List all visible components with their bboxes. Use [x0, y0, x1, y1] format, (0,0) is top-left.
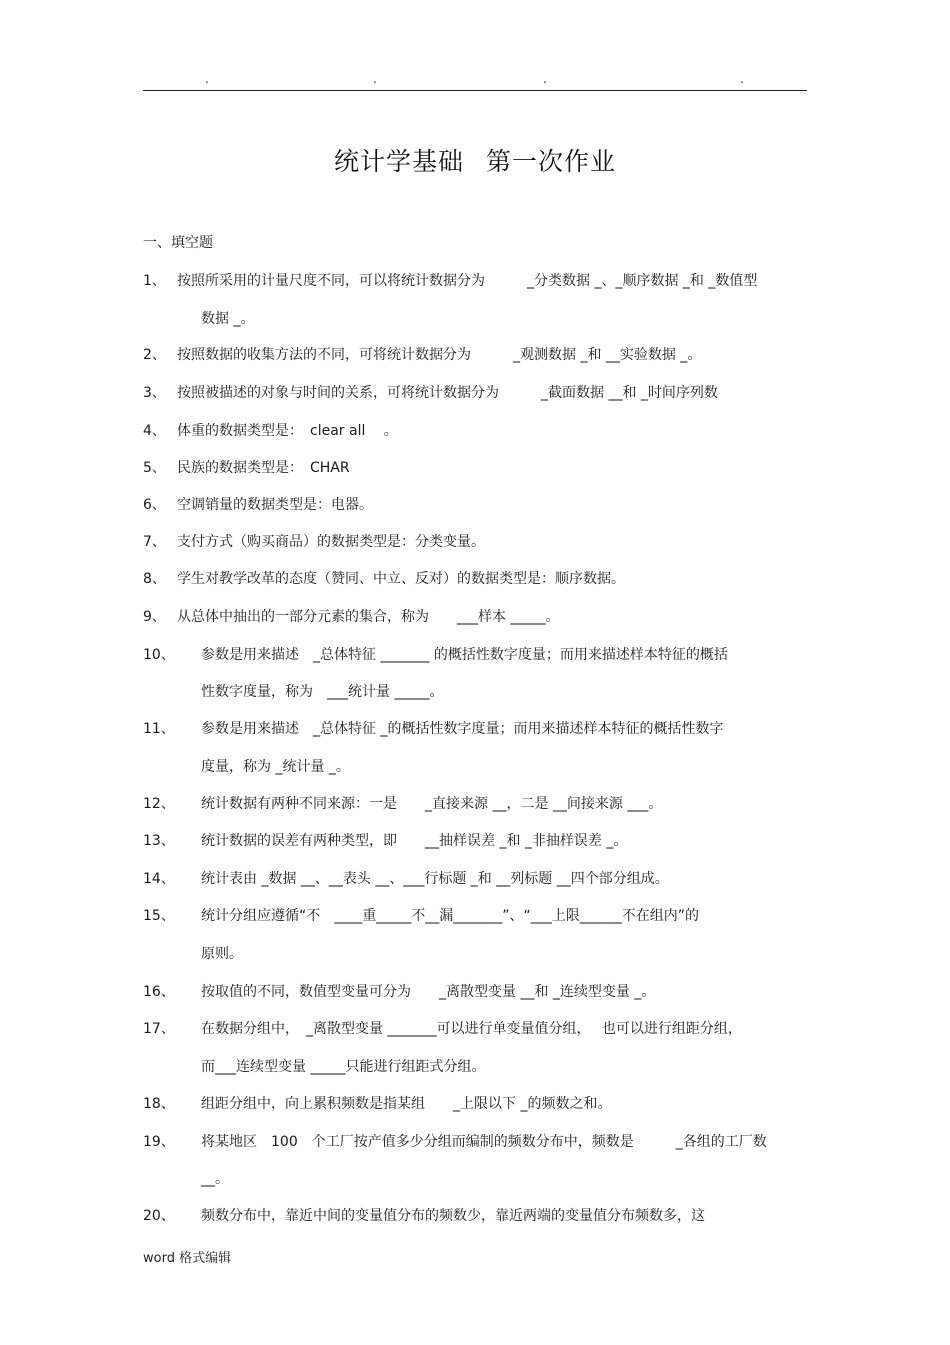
- question-number: 16、: [143, 984, 175, 1000]
- question-text: 民族的数据类型是： CHAR: [177, 460, 350, 476]
- question-number: 2、: [143, 347, 166, 363]
- question-text: 按取值的不同，数值型变量可分为 _离散型变量 __和 _连续型变量 _。: [201, 984, 656, 1000]
- question-number: 17、: [143, 1021, 175, 1037]
- question-text: 组距分组中，向上累积频数是指某组 _上限以下 _的频数之和。: [201, 1096, 612, 1112]
- header-rule: [143, 90, 807, 91]
- question-text: 而___连续型变量 _____只能进行组距式分组。: [201, 1059, 486, 1075]
- page-title-sub: 第一次作业: [486, 147, 617, 176]
- question-number: 14、: [143, 871, 175, 887]
- question-text: 空调销量的数据类型是：电器。: [177, 497, 373, 513]
- question-text: 统计数据有两种不同来源：一是 _直接来源 __，二是 __间接来源 ___。: [201, 796, 663, 812]
- question-number: 9、: [143, 609, 166, 625]
- question-number: 5、: [143, 460, 166, 476]
- question-number: 10、: [143, 647, 175, 663]
- question-text: 按照被描述的对象与时间的关系，可将统计数据分为 _截面数据 __和 _时间序列数: [177, 385, 718, 401]
- question-text: 频数分布中，靠近中间的变量值分布的频数少，靠近两端的变量值分布频数多，这: [201, 1208, 705, 1224]
- section-heading: 一、填空题: [143, 235, 213, 251]
- question-number: 4、: [143, 423, 166, 439]
- question-text: 统计数据的误差有两种类型，即 __抽样误差 _和 _非抽样误差 _。: [201, 833, 628, 849]
- question-text: __。: [201, 1171, 229, 1187]
- question-text: 按照数据的收集方法的不同，可将统计数据分为 _观测数据 _和 __实验数据 _。: [177, 347, 702, 363]
- question-text: 按照所采用的计量尺度不同，可以将统计数据分为 _分类数据 _、_顺序数据 _和 _数值型: [177, 273, 758, 289]
- question-number: 18、: [143, 1096, 175, 1112]
- header-dot: .: [740, 72, 744, 86]
- header-dots: [0, 72, 950, 86]
- question-number: 3、: [143, 385, 166, 401]
- question-text: 将某地区 100 个工厂按产值多少分组而编制的频数分布中，频数是 _各组的工厂数: [201, 1134, 767, 1150]
- question-text: 度量，称为 _统计量 _。: [201, 759, 350, 775]
- header-dot: .: [205, 72, 209, 86]
- question-text: 性数字度量，称为 ___统计量 _____。: [201, 684, 444, 700]
- page-title-main: 统计学基础: [333, 147, 464, 176]
- page-footer: word 格式编辑: [143, 1251, 232, 1266]
- question-text: 统计分组应遵循“不 ____重_____不__漏_______”、“___上限______不在组内”的: [201, 908, 700, 924]
- question-number: 12、: [143, 796, 175, 812]
- question-number: 15、: [143, 908, 175, 924]
- question-text: 统计表由 _数据 __、__表头 __、___行标题 _和 __列标题 __四个部分组成。: [201, 871, 669, 887]
- question-text: 参数是用来描述 _总体特征 _的概括性数字度量；而用来描述样本特征的概括性数字: [201, 721, 724, 737]
- question-number: 19、: [143, 1134, 175, 1150]
- question-number: 13、: [143, 833, 175, 849]
- question-text: 从总体中抽出的一部分元素的集合，称为 ___样本 _____。: [177, 609, 560, 625]
- question-number: 11、: [143, 721, 175, 737]
- question-text: 体重的数据类型是： clear all 。: [177, 423, 398, 439]
- question-text: 学生对教学改革的态度（赞同、中立、反对）的数据类型是：顺序数据。: [177, 571, 625, 587]
- question-number: 7、: [143, 534, 166, 550]
- question-text: 在数据分组中， _离散型变量 _______可以进行单变量值分组， 也可以进行组距分组，: [201, 1021, 742, 1037]
- question-number: 20、: [143, 1208, 175, 1224]
- question-text: 参数是用来描述 _总体特征 _______ 的概括性数字度量；而用来描述样本特征的概括: [201, 647, 728, 663]
- question-number: 1、: [143, 273, 166, 289]
- header-dot: .: [543, 72, 547, 86]
- header-dot: .: [373, 72, 377, 86]
- question-text: 原则。: [201, 946, 243, 962]
- page-title: [0, 145, 950, 179]
- question-text: 数据 _。: [201, 311, 255, 327]
- question-text: 支付方式（购买商品）的数据类型是：分类变量。: [177, 534, 485, 550]
- question-number: 6、: [143, 497, 166, 513]
- question-number: 8、: [143, 571, 166, 587]
